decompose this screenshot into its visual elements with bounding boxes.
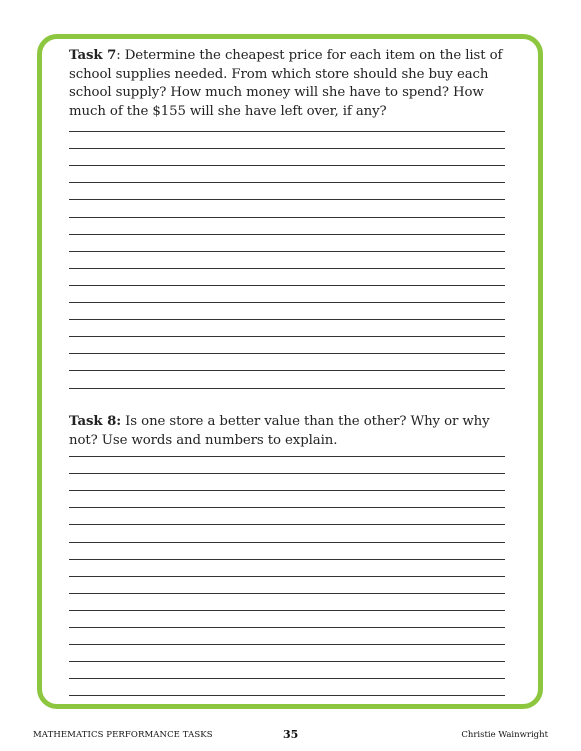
answer-line xyxy=(69,610,505,611)
answer-line xyxy=(69,234,505,235)
answer-line xyxy=(69,593,505,594)
answer-line xyxy=(69,524,505,525)
task-8-prompt xyxy=(69,413,510,450)
answer-line xyxy=(69,559,505,560)
answer-line xyxy=(69,268,505,269)
task-7-label: Task 7 xyxy=(69,48,117,63)
answer-line xyxy=(69,490,505,491)
answer-line xyxy=(69,473,505,474)
answer-line xyxy=(69,182,505,183)
footer-author: Christie Wainwright xyxy=(461,730,548,740)
footer-page-number: 35 xyxy=(283,728,299,741)
answer-line xyxy=(69,507,505,508)
answer-line xyxy=(69,199,505,200)
task-7-prompt xyxy=(69,47,510,121)
answer-line xyxy=(69,131,505,132)
page-border-frame xyxy=(37,34,543,709)
answer-line xyxy=(69,695,505,696)
task-8-text: Is one store a better value than the other? Why or why not? Use words and numbers to explain. xyxy=(69,414,490,448)
footer-series-title: MATHEMATICS PERFORMANCE TASKS xyxy=(33,730,213,740)
answer-line xyxy=(69,148,505,149)
answer-line xyxy=(69,388,505,389)
task-8-label: Task 8: xyxy=(69,414,122,429)
answer-line xyxy=(69,165,505,166)
answer-line xyxy=(69,285,505,286)
answer-line xyxy=(69,217,505,218)
answer-line xyxy=(69,627,505,628)
answer-line xyxy=(69,302,505,303)
answer-line xyxy=(69,251,505,252)
task-7-text: : Determine the cheapest price for each item on the list of school supplies needed. From which store should she buy each school supply? How much money will she have to spend? How much of the $155 will she have left over, if any? xyxy=(69,48,503,119)
answer-line xyxy=(69,576,505,577)
answer-line xyxy=(69,319,505,320)
answer-line xyxy=(69,336,505,337)
answer-line xyxy=(69,456,505,457)
answer-line xyxy=(69,661,505,662)
answer-line xyxy=(69,370,505,371)
answer-line xyxy=(69,678,505,679)
answer-line xyxy=(69,542,505,543)
answer-line xyxy=(69,644,505,645)
answer-line xyxy=(69,353,505,354)
